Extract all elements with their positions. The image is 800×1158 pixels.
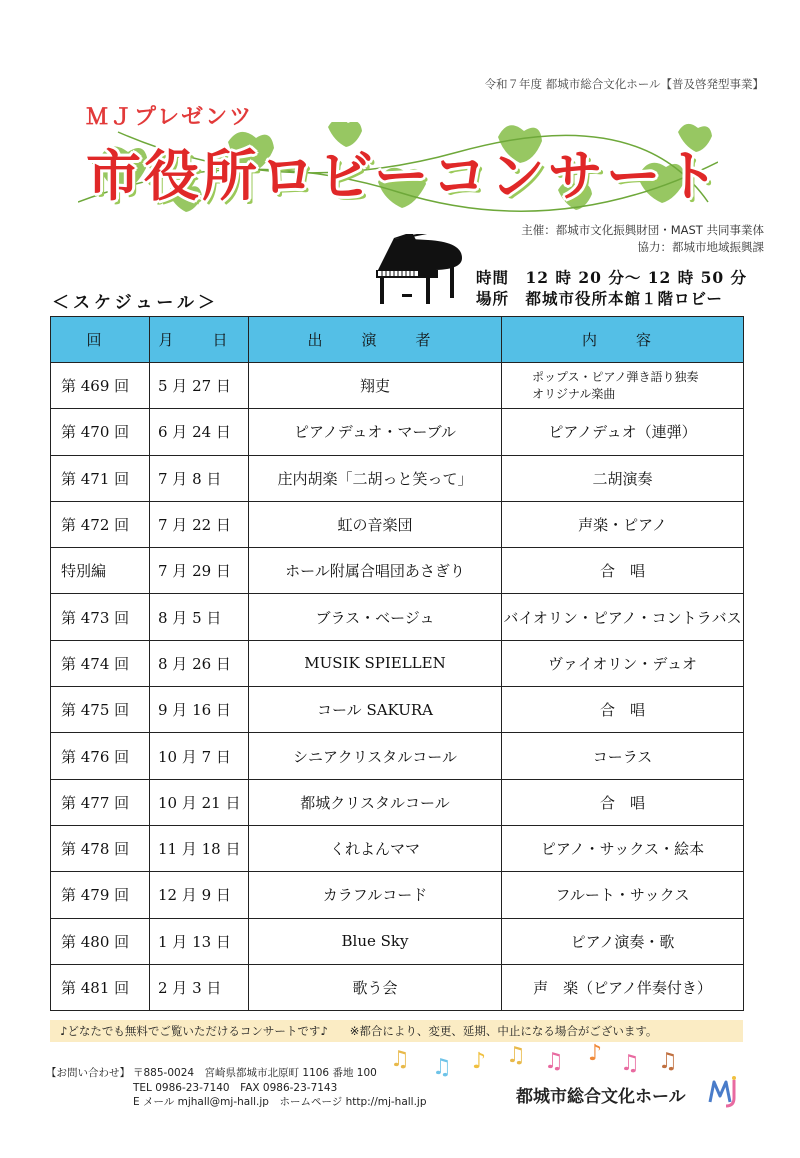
cell-content: フルート・サックス (502, 872, 744, 918)
cell-number: 第 481 回 (51, 964, 150, 1010)
cell-number: 第 473 回 (51, 594, 150, 640)
cell-performer: 翔吏 (249, 363, 502, 409)
table-row (51, 872, 744, 918)
cell-number: 第 476 回 (51, 733, 150, 779)
content-line: ポップス・ピアノ弾き語り独奏 (532, 369, 699, 384)
contact-label: 【お問い合わせ】 (46, 1067, 130, 1079)
schedule-heading: ＜スケジュール＞ (52, 293, 219, 313)
cell-number: 特別編 (51, 548, 150, 594)
cell-performer: くれよんママ (249, 825, 502, 871)
cell-date: 2 月 3 日 (150, 964, 249, 1010)
cell-date: 12 月 9 日 (150, 872, 249, 918)
cell-date: 7 月 29 日 (150, 548, 249, 594)
cell-number: 第 469 回 (51, 363, 150, 409)
table-row (51, 548, 744, 594)
schedule-table (50, 316, 744, 1011)
cell-performer: 都城クリスタルコール (249, 779, 502, 825)
contact-block (46, 1066, 427, 1110)
cell-content: 合 唱 (502, 687, 744, 733)
music-note-icon (388, 1040, 688, 1082)
table-row (51, 501, 744, 547)
cooperation-line: 協力：都城市地域振興課 (637, 240, 764, 254)
svg-text:♪: ♪ (588, 1041, 603, 1066)
table-row (51, 363, 744, 409)
cell-number: 第 470 回 (51, 409, 150, 455)
grand-piano-icon (372, 234, 468, 308)
cell-performer: MUSIK SPIELLEN (249, 640, 502, 686)
svg-text:♫: ♫ (544, 1049, 564, 1074)
cell-performer: カラフルコード (249, 872, 502, 918)
free-notice: ♪どなたでも無料でご覧いただけるコンサートです♪ (60, 1024, 328, 1038)
cell-date: 8 月 26 日 (150, 640, 249, 686)
cell-date: 7 月 22 日 (150, 501, 249, 547)
cell-content: バイオリン・ピアノ・コントラバス (502, 594, 744, 640)
cell-content: 合 唱 (502, 548, 744, 594)
notice-banner (50, 1020, 743, 1042)
cell-number: 第 472 回 (51, 501, 150, 547)
column-header-number: 回 (51, 317, 150, 363)
cell-performer: 庄内胡楽「二胡っと笑って」 (249, 455, 502, 501)
svg-text:♫: ♫ (390, 1047, 410, 1072)
svg-text:♪: ♪ (472, 1049, 487, 1074)
cell-content: ピアノデュオ（連弾） (502, 409, 744, 455)
cell-number: 第 480 回 (51, 918, 150, 964)
table-row (51, 918, 744, 964)
svg-text:♫: ♫ (620, 1051, 640, 1076)
column-header-date: 月 日 (150, 317, 249, 363)
table-row (51, 687, 744, 733)
cell-number: 第 474 回 (51, 640, 150, 686)
contact-address: 〒885-0024 宮崎県都城市北原町 1106 番地 100 (133, 1067, 377, 1079)
cell-performer: Blue Sky (249, 918, 502, 964)
table-row (51, 779, 744, 825)
subtitle: ＭＪプレゼンツ (86, 105, 254, 130)
cell-content: ピアノ・サックス・絵本 (502, 825, 744, 871)
table-header-row (51, 317, 744, 363)
table-row (51, 409, 744, 455)
cell-date: 5 月 27 日 (150, 363, 249, 409)
cell-date: 7 月 8 日 (150, 455, 249, 501)
table-row (51, 733, 744, 779)
table-row (51, 455, 744, 501)
table-row (51, 594, 744, 640)
svg-text:♫: ♫ (432, 1055, 452, 1080)
cell-content: 声 楽（ピアノ伴奏付き） (502, 964, 744, 1010)
contact-phone: TEL 0986-23-7140 FAX 0986-23-7143 (133, 1081, 338, 1094)
cell-content: ヴァイオリン・デュオ (502, 640, 744, 686)
cell-number: 第 478 回 (51, 825, 150, 871)
hall-name: 都城市総合文化ホール (516, 1087, 686, 1107)
cell-number: 第 477 回 (51, 779, 150, 825)
table-row (51, 640, 744, 686)
cell-date: 1 月 13 日 (150, 918, 249, 964)
cell-performer: 虹の音楽団 (249, 501, 502, 547)
cell-date: 9 月 16 日 (150, 687, 249, 733)
cell-date: 6 月 24 日 (150, 409, 249, 455)
cell-date: 11 月 18 日 (150, 825, 249, 871)
mj-hall-logo (706, 1074, 742, 1108)
cell-performer: シニアクリスタルコール (249, 733, 502, 779)
cell-performer: ブラス・ベージュ (249, 594, 502, 640)
column-header-performer: 出 演 者 (249, 317, 502, 363)
cell-content: 二胡演奏 (502, 455, 744, 501)
cell-content: 合 唱 (502, 779, 744, 825)
change-notice: ※都合により、変更、延期、中止になる場合がございます。 (349, 1024, 658, 1038)
table-row (51, 825, 744, 871)
cell-performer: コール SAKURA (249, 687, 502, 733)
cell-date: 10 月 21 日 (150, 779, 249, 825)
cell-number: 第 475 回 (51, 687, 150, 733)
column-header-content: 内 容 (502, 317, 744, 363)
sponsor-line: 主催：都城市文化振興財団・MAST 共同事業体 (521, 223, 764, 237)
cell-performer: ピアノデュオ・マーブル (249, 409, 502, 455)
cell-performer: ホール附属合唱団あさぎり (249, 548, 502, 594)
top-note: 令和７年度 都城市総合文化ホール【普及啓発型事業】 (484, 77, 764, 91)
table-row (51, 964, 744, 1010)
concert-title: 市役所ロビーコンサート (86, 144, 722, 208)
content-line: オリジナル楽曲 (532, 386, 616, 401)
cell-content: コーラス (502, 733, 744, 779)
cell-number: 第 471 回 (51, 455, 150, 501)
contact-web: E メール mjhall@mj-hall.jp ホームページ http://mj-hall.jp (133, 1096, 427, 1108)
cell-content (502, 363, 744, 409)
cell-content: ピアノ演奏・歌 (502, 918, 744, 964)
cell-number: 第 479 回 (51, 872, 150, 918)
cell-date: 8 月 5 日 (150, 594, 249, 640)
cell-performer: 歌う会 (249, 964, 502, 1010)
svg-text:♫: ♫ (506, 1043, 526, 1068)
event-time: 時間 12 時 20 分～ 12 時 50 分 (476, 268, 748, 287)
event-place: 場所 都城市役所本館１階ロビー (476, 289, 723, 308)
cell-content: 声楽・ピアノ (502, 501, 744, 547)
cell-date: 10 月 7 日 (150, 733, 249, 779)
svg-text:♫: ♫ (658, 1049, 678, 1074)
